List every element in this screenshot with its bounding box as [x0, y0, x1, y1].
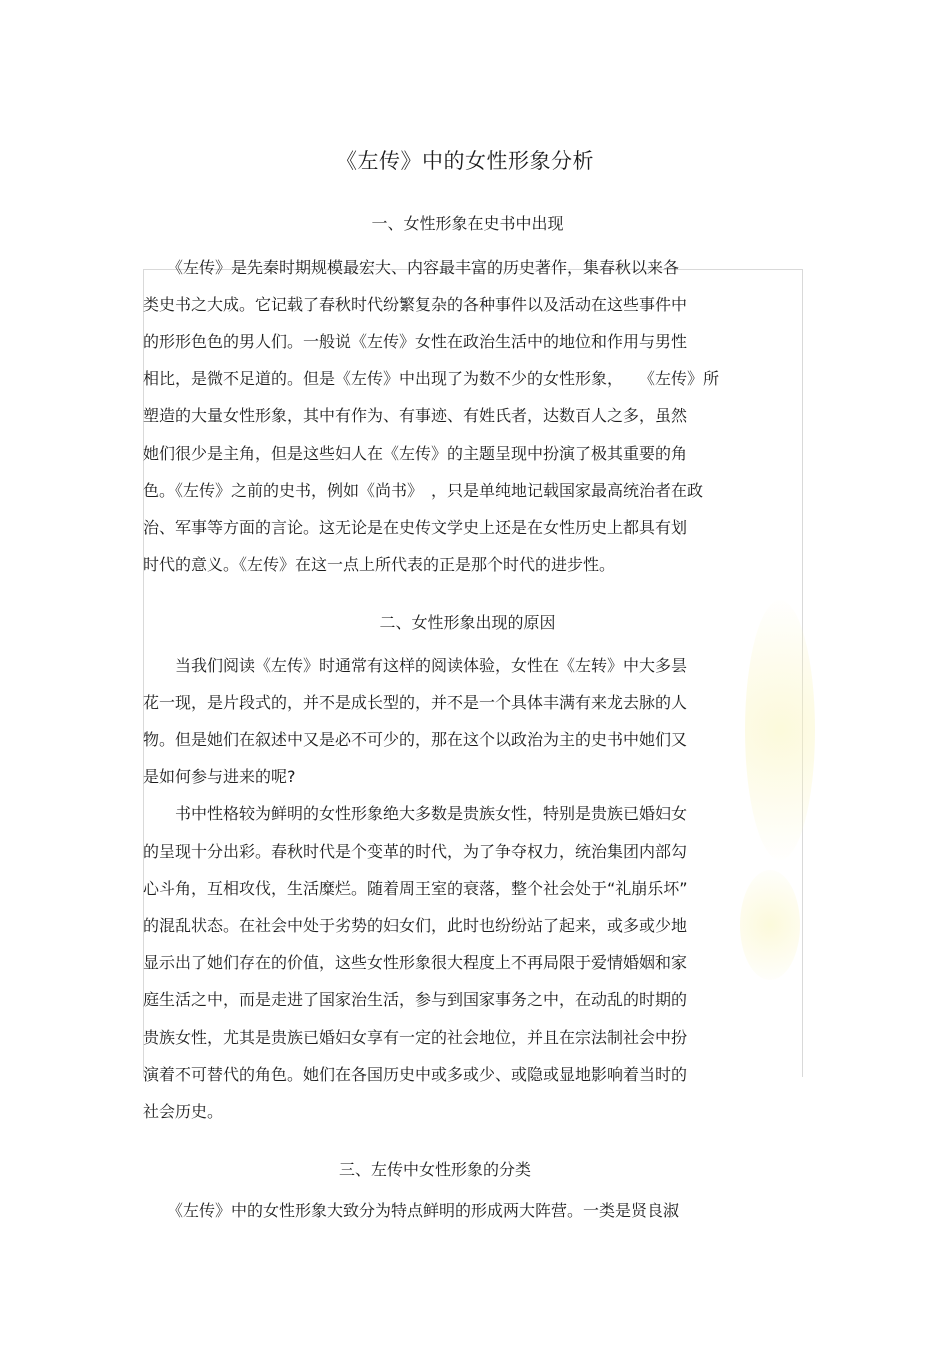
paragraph-line: 花一现，是片段式的，并不是成长型的，并不是一个具体丰满有来龙去脉的人	[143, 693, 688, 712]
paragraph-line: 的混乱状态。在社会中处于劣势的妇女们，此时也纷纷站了起来，或多或少地	[143, 916, 688, 935]
paper-stain	[740, 870, 800, 980]
paragraph-line: 的形形色色的男人们。一般说《左传》女性在政治生活中的地位和作用与男性	[143, 332, 688, 351]
paragraph-line: 治、军事等方面的言论。这无论是在史传文学史上还是在女性历史上都具有划	[143, 518, 688, 537]
paragraph-line: 相比，是微不足道的。但是《左传》中出现了为数不少的女性形象， 《左传》所	[143, 369, 720, 388]
section-heading-2: 二、女性形象出现的原因	[379, 613, 556, 632]
paragraph-line: 庭生活之中，而是走进了国家治生活，参与到国家事务之中，在动乱的时期的	[143, 990, 688, 1009]
paragraph-line: 演着不可替代的角色。她们在各国历史中或多或少、或隐或显地影响着当时的	[143, 1065, 688, 1084]
paragraph-line: 书中性格较为鲜明的女性形象绝大多数是贵族女性，特别是贵族已婚妇女	[143, 804, 688, 823]
paragraph-line: 的呈现十分出彩。春秋时代是个变革的时代，为了争夺权力，统治集团内部勾	[143, 842, 688, 861]
paragraph-line: 显示出了她们存在的价值，这些女性形象很大程度上不再局限于爱情婚姻和家	[143, 953, 688, 972]
paper-stain	[745, 600, 815, 860]
paragraph-line: 是如何参与进来的呢?	[143, 767, 296, 786]
paragraph-line: 她们很少是主角，但是这些妇人在《左传》的主题呈现中扮演了极其重要的角	[143, 444, 688, 463]
paragraph-line: 塑造的大量女性形象，其中有作为、有事迹、有姓氏者，达数百人之多，虽然	[143, 406, 688, 425]
paragraph-line: 社会历史。	[143, 1102, 224, 1121]
paragraph-line: 当我们阅读《左传》时通常有这样的阅读体验，女性在《左转》中大多昙	[143, 656, 688, 675]
paragraph-line: 心斗角，互相攻伐，生活糜烂。随着周王室的衰落，整个社会处于“礼崩乐坏”	[143, 879, 688, 898]
section-heading-3: 三、左传中女性形象的分类	[338, 1160, 531, 1179]
paragraph-line: 色。《左传》之前的史书，例如《尚书》 ，只是单纯地记载国家最高统治者在政	[143, 481, 704, 500]
paragraph-line: 物。但是她们在叙述中又是必不可少的，那在这个以政治为主的史书中她们又	[143, 730, 688, 749]
paragraph-line: 时代的意义。《左传》在这一点上所代表的正是那个时代的进步性。	[143, 555, 616, 574]
document-title: 《左传》中的女性形象分析	[336, 149, 594, 173]
paragraph-line: 贵族女性，尤其是贵族已婚妇女享有一定的社会地位，并且在宗法制社会中扮	[143, 1028, 688, 1047]
paragraph-line: 《左传》是先秦时期规模最宏大、内容最丰富的历史著作，集春秋以来各	[143, 258, 680, 277]
paragraph-line: 类史书之大成。它记载了春秋时代纷繁复杂的各种事件以及活动在这些事件中	[143, 295, 688, 314]
section-heading-1: 一、女性形象在史书中出现	[371, 214, 564, 233]
paragraph-line: 《左传》中的女性形象大致分为特点鲜明的形成两大阵营。一类是贤良淑	[143, 1201, 680, 1220]
